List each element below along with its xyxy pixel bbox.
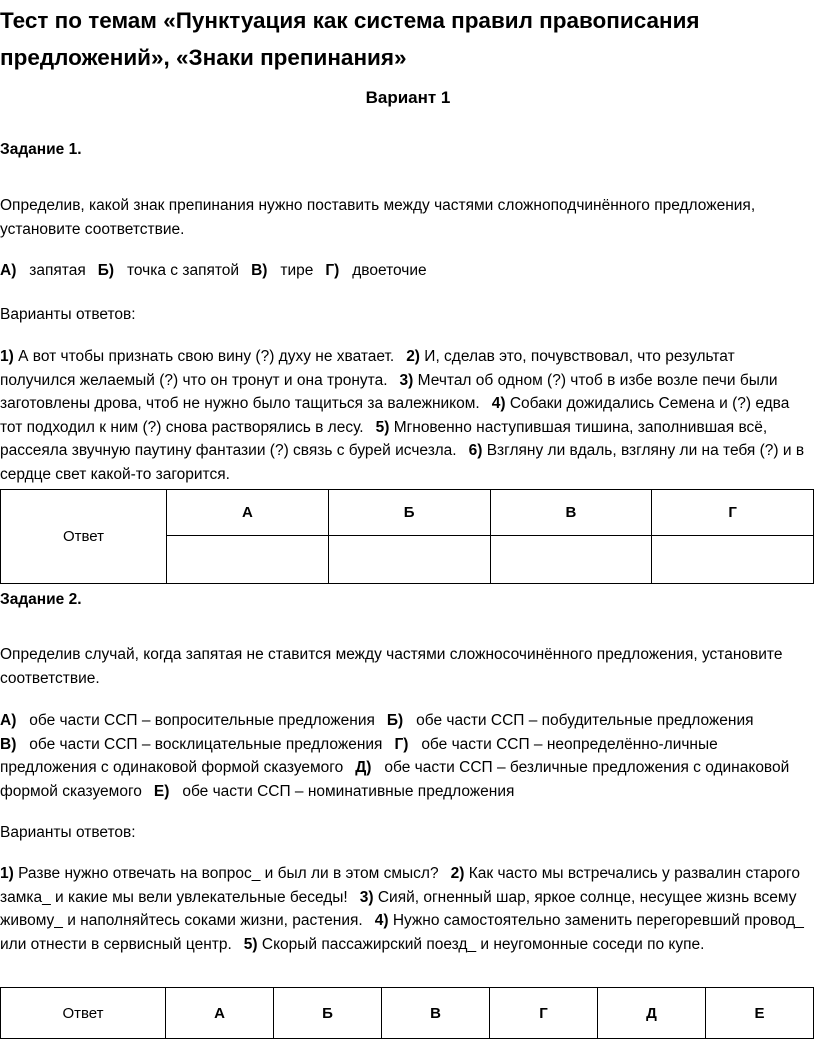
answer-cell[interactable] (167, 536, 329, 584)
task1-option-text: тире (280, 262, 314, 279)
task1-heading: Задание 1. (0, 141, 82, 158)
task2-option-key: В) (0, 735, 17, 753)
answer-column-header: А (167, 490, 329, 536)
task2-option-key: Г) (394, 735, 409, 753)
answer-cell[interactable] (328, 536, 490, 584)
task2-option-text: обе части ССП – номинативные предложения (182, 782, 515, 800)
sentence-text: Собаки дожидались Семена и (?) едва тот подходил к ним (?) снова растворялись в лесу. (0, 395, 790, 436)
sentence-text: Как часто мы встречались у развалин старого замка_ и какие мы вели увлекательные беседы! (0, 865, 800, 906)
task2-instruction: Определив случай, когда запятая не ставится между частями сложносочинённого предложения, установите соответствие. (0, 646, 783, 687)
task2-option-key: А) (0, 712, 17, 729)
sentence-number: 5) (375, 418, 390, 436)
task1-answer-table (0, 489, 814, 584)
answer-column-header: Г (490, 988, 598, 1039)
task2-option-text: обе части ССП – побудительные предложения (416, 712, 754, 729)
answer-cell[interactable] (652, 536, 814, 584)
task1-option-text: запятая (29, 262, 86, 279)
sentence-text: Разве нужно отвечать на вопрос_ и был ли в этом смысл? (18, 865, 439, 882)
sentence-text: Нужно самостоятельно заменить перегоревший провод_ или отнести в сервисный центр. (0, 912, 804, 953)
sentence-text: И, сделав это, почувствовал, что результат получился желаемый (?) что он тронут и она тронута. (0, 348, 735, 389)
task2-option-text: обе части ССП – восклицательные предложения (29, 735, 383, 753)
answer-column-header: Д (598, 988, 706, 1039)
answer-column-header: Е (706, 988, 814, 1039)
answer-column-header: В (382, 988, 490, 1039)
sentence-number: 4) (374, 912, 389, 929)
answer-column-header: Б (328, 490, 490, 536)
task2-option-text: обе части ССП – безличные предложения с одинаковой формой сказуемого (0, 759, 790, 800)
answer-column-header: В (490, 490, 652, 536)
sentence-number: 2) (450, 865, 465, 882)
answer-column-header: А (166, 988, 274, 1039)
sentence-number: 3) (399, 371, 414, 389)
answer-column-header: Б (274, 988, 382, 1039)
sentence-text: Сияй, огненный шар, яркое солнце, несущее жизнь всему живому_ и наполняйтесь соками жизни, растения. (0, 888, 797, 929)
task1-option-key: Б) (97, 262, 115, 279)
task1-option-text: точка с запятой (126, 262, 240, 279)
sentence-text: Мгновенно наступившая тишина, заполнившая всё, рассеяла звучную паутину фантазии (?) связь с бурей исчезла. (0, 418, 768, 459)
answer-cell[interactable] (490, 536, 652, 584)
task1-answers-heading: Варианты ответов: (0, 306, 136, 323)
sentence-text: Взгляну ли вдаль, взгляну ли на тебя (?) и в сердце свет какой-то загорится. (0, 442, 805, 483)
sentence-number: 4) (491, 395, 506, 412)
sentence-number: 2) (406, 348, 420, 365)
task1-option-text: двоеточие (352, 262, 427, 279)
answer-row-label: Ответ (1, 490, 167, 584)
task2-answer-table (0, 987, 814, 1039)
task1-option-key: А) (0, 262, 17, 279)
task2-option-key: Д) (355, 759, 372, 776)
task1-option-key: Г) (325, 262, 340, 279)
task2-option-text: обе части ССП – неопределённо-личные предложения с одинаковой формой сказуемого (0, 735, 718, 776)
sentence-text: А вот чтобы признать свою вину (?) духу не хватает. (18, 348, 395, 365)
task1-options (0, 259, 814, 283)
task2-answers-heading: Варианты ответов: (0, 824, 136, 841)
answer-row-label: Ответ (1, 988, 166, 1039)
variant-heading: Вариант 1 (365, 88, 451, 107)
task2-option-text: обе части ССП – вопросительные предложения (29, 712, 375, 729)
task1-instruction: Определив, какой знак препинания нужно поставить между частями сложноподчинённого предложения, установите соответствие. (0, 197, 756, 238)
sentence-number: 1) (0, 348, 14, 365)
task1-option-key: В) (251, 262, 268, 279)
page-title: Тест по темам «Пунктуация как система правил правописания предложений», «Знаки препинания» (0, 8, 700, 70)
sentence-text: Скорый пассажирский поезд_ и неугомонные соседи по купе. (261, 935, 705, 953)
task2-option-key: Е) (153, 782, 170, 800)
sentence-number: 1) (0, 865, 14, 882)
task2-sentences (0, 862, 814, 956)
task2-options (0, 709, 814, 803)
sentence-number: 3) (359, 888, 374, 906)
task2-option-key: Б) (386, 712, 404, 729)
task1-sentences (0, 345, 814, 486)
task2-heading: Задание 2. (0, 591, 82, 608)
sentence-text: Мечтал об одном (?) чтоб в избе возле печи были заготовлены дрова, чтоб не нужно было тащиться за валежником. (0, 371, 778, 412)
sentence-number: 5) (243, 935, 258, 953)
answer-column-header: Г (652, 490, 814, 536)
sentence-number: 6) (468, 442, 483, 459)
